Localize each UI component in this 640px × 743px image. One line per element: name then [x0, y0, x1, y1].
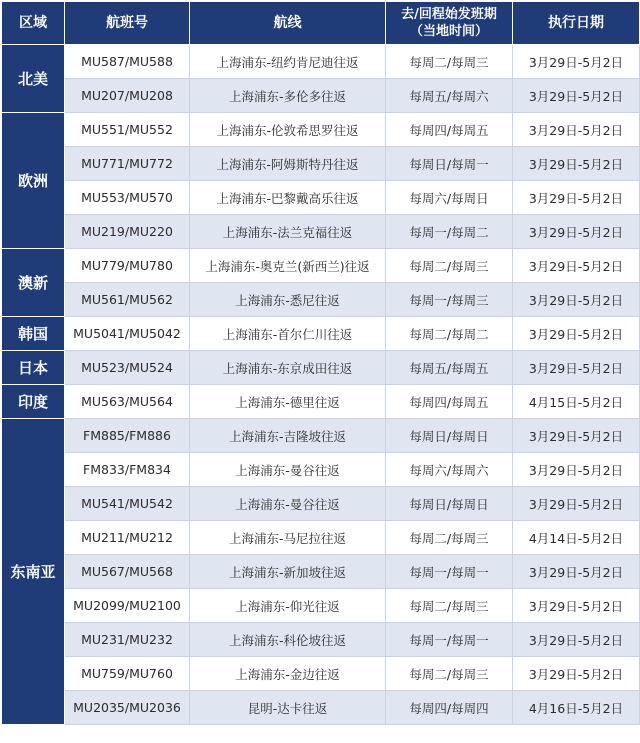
region-cell: 澳新: [2, 249, 65, 317]
dates-cell: 3月29日-5月2日: [513, 419, 640, 453]
route-cell: 上海浦东-德里往返: [190, 385, 386, 419]
table-row: [2, 657, 640, 691]
region-cell: 日本: [2, 351, 65, 385]
route-cell: 上海浦东-巴黎戴高乐往返: [190, 181, 386, 215]
flight-cell: MU2035/MU2036: [65, 691, 190, 725]
flight-cell: FM833/FM834: [65, 453, 190, 487]
route-cell: 上海浦东-奥克兰(新西兰)往返: [190, 249, 386, 283]
route-cell: 上海浦东-法兰克福往返: [190, 215, 386, 249]
dates-cell: 3月29日-5月2日: [513, 79, 640, 113]
route-cell: 上海浦东-金边往返: [190, 657, 386, 691]
schedule-cell: 每周二/每周三: [386, 45, 513, 79]
flight-schedule-table: [1, 1, 640, 725]
schedule-cell: 每周四/每周四: [386, 691, 513, 725]
flight-cell: MU551/MU552: [65, 113, 190, 147]
table-row: [2, 283, 640, 317]
table-row: [2, 623, 640, 657]
schedule-cell: 每周二/每周三: [386, 657, 513, 691]
route-cell: 上海浦东-多伦多往返: [190, 79, 386, 113]
schedule-cell: 每周二/每周三: [386, 589, 513, 623]
flight-cell: MU759/MU760: [65, 657, 190, 691]
route-cell: 上海浦东-东京成田往返: [190, 351, 386, 385]
flight-cell: MU563/MU564: [65, 385, 190, 419]
table-row: [2, 147, 640, 181]
dates-cell: 3月29日-5月2日: [513, 623, 640, 657]
route-cell: 上海浦东-伦敦希思罗往返: [190, 113, 386, 147]
region-cell: 印度: [2, 385, 65, 419]
header-region: 区域: [2, 2, 65, 45]
header-schedule-line2: （当地时间）: [409, 24, 488, 39]
flight-cell: MU523/MU524: [65, 351, 190, 385]
schedule-cell: 每周四/每周五: [386, 385, 513, 419]
header-route: 航线: [190, 2, 386, 45]
table-row: [2, 249, 640, 283]
region-cell: 北美: [2, 45, 65, 113]
flight-cell: MU587/MU588: [65, 45, 190, 79]
flight-cell: MU5041/MU5042: [65, 317, 190, 351]
dates-cell: 3月29日-5月2日: [513, 317, 640, 351]
header-flight: 航班号: [65, 2, 190, 45]
table-row: [2, 453, 640, 487]
flight-cell: MU561/MU562: [65, 283, 190, 317]
dates-cell: 3月29日-5月2日: [513, 453, 640, 487]
table-row: [2, 691, 640, 725]
dates-cell: 3月29日-5月2日: [513, 555, 640, 589]
schedule-cell: 每周二/每周三: [386, 249, 513, 283]
flight-cell: MU567/MU568: [65, 555, 190, 589]
flight-cell: MU2099/MU2100: [65, 589, 190, 623]
table-row: [2, 45, 640, 79]
table-row: [2, 113, 640, 147]
flight-cell: MU207/MU208: [65, 79, 190, 113]
route-cell: 上海浦东-马尼拉往返: [190, 521, 386, 555]
schedule-cell: 每周二/每周三: [386, 521, 513, 555]
table-row: [2, 351, 640, 385]
route-cell: 上海浦东-科伦坡往返: [190, 623, 386, 657]
table-row: [2, 487, 640, 521]
table-body: [2, 45, 640, 725]
schedule-cell: 每周日/每周日: [386, 487, 513, 521]
schedule-cell: 每周一/每周二: [386, 215, 513, 249]
schedule-cell: 每周一/每周一: [386, 623, 513, 657]
dates-cell: 3月29日-5月2日: [513, 147, 640, 181]
table-row: [2, 79, 640, 113]
region-cell: 欧洲: [2, 113, 65, 249]
route-cell: 上海浦东-纽约肯尼迪往返: [190, 45, 386, 79]
route-cell: 上海浦东-曼谷往返: [190, 453, 386, 487]
dates-cell: 3月29日-5月2日: [513, 657, 640, 691]
header-schedule: [386, 2, 513, 45]
flight-cell: MU541/MU542: [65, 487, 190, 521]
flight-cell: MU553/MU570: [65, 181, 190, 215]
route-cell: 上海浦东-新加坡往返: [190, 555, 386, 589]
table-row: [2, 589, 640, 623]
dates-cell: 4月16日-5月2日: [513, 691, 640, 725]
table-row: [2, 181, 640, 215]
table-row: [2, 385, 640, 419]
flight-cell: MU219/MU220: [65, 215, 190, 249]
schedule-cell: 每周六/每周日: [386, 181, 513, 215]
table-row: [2, 215, 640, 249]
dates-cell: 3月29日-5月2日: [513, 283, 640, 317]
table-row: [2, 555, 640, 589]
schedule-cell: 每周五/每周六: [386, 79, 513, 113]
route-cell: 上海浦东-吉隆坡往返: [190, 419, 386, 453]
dates-cell: 3月29日-5月2日: [513, 351, 640, 385]
dates-cell: 4月15日-5月2日: [513, 385, 640, 419]
route-cell: 上海浦东-首尔仁川往返: [190, 317, 386, 351]
dates-cell: 3月29日-5月2日: [513, 215, 640, 249]
schedule-cell: 每周四/每周五: [386, 113, 513, 147]
header-row: [2, 2, 640, 45]
region-cell: 东南亚: [2, 419, 65, 725]
route-cell: 上海浦东-曼谷往返: [190, 487, 386, 521]
flight-cell: MU779/MU780: [65, 249, 190, 283]
schedule-cell: 每周二/每周二: [386, 317, 513, 351]
dates-cell: 3月29日-5月2日: [513, 181, 640, 215]
table-row: [2, 419, 640, 453]
flight-cell: MU231/MU232: [65, 623, 190, 657]
flight-cell: FM885/FM886: [65, 419, 190, 453]
schedule-cell: 每周日/每周日: [386, 419, 513, 453]
dates-cell: 3月29日-5月2日: [513, 487, 640, 521]
schedule-cell: 每周六/每周六: [386, 453, 513, 487]
schedule-cell: 每周五/每周五: [386, 351, 513, 385]
schedule-cell: 每周日/每周一: [386, 147, 513, 181]
dates-cell: 4月14日-5月2日: [513, 521, 640, 555]
route-cell: 上海浦东-仰光往返: [190, 589, 386, 623]
table-row: [2, 521, 640, 555]
flight-cell: MU211/MU212: [65, 521, 190, 555]
region-cell: 韩国: [2, 317, 65, 351]
route-cell: 上海浦东-阿姆斯特丹往返: [190, 147, 386, 181]
route-cell: 上海浦东-悉尼往返: [190, 283, 386, 317]
header-dates: 执行日期: [513, 2, 640, 45]
dates-cell: 3月29日-5月2日: [513, 589, 640, 623]
table-row: [2, 317, 640, 351]
schedule-cell: 每周一/每周三: [386, 283, 513, 317]
header-schedule-line1: 去/回程始发班期: [401, 7, 497, 22]
flight-cell: MU771/MU772: [65, 147, 190, 181]
dates-cell: 3月29日-5月2日: [513, 249, 640, 283]
dates-cell: 3月29日-5月2日: [513, 113, 640, 147]
dates-cell: 3月29日-5月2日: [513, 45, 640, 79]
route-cell: 昆明-达卡往返: [190, 691, 386, 725]
schedule-cell: 每周一/每周一: [386, 555, 513, 589]
